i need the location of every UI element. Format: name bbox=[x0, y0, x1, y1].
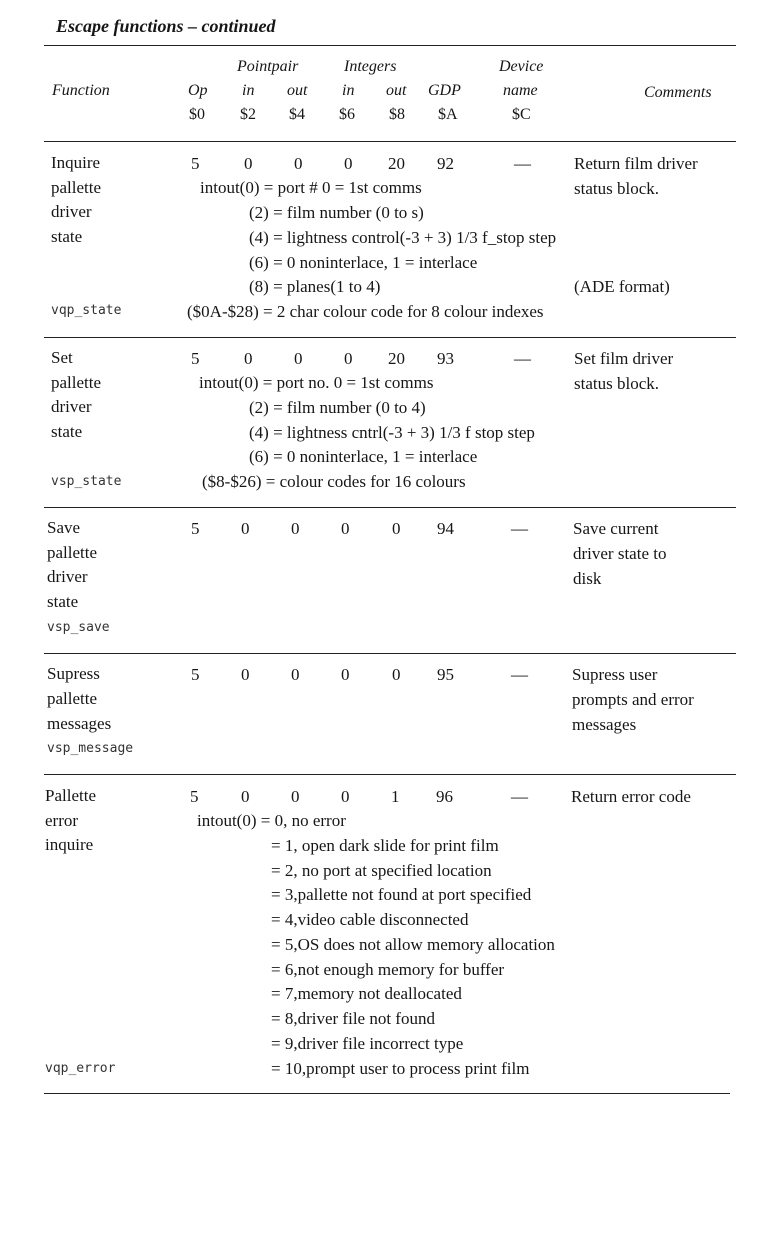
device-name-value: — bbox=[511, 519, 528, 538]
gdp-value: 94 bbox=[437, 519, 454, 538]
header-op: Op bbox=[188, 82, 208, 99]
function-name-line: pallette bbox=[51, 373, 102, 392]
pointpair-in-value: 0 bbox=[241, 665, 250, 684]
comment-line: messages bbox=[572, 715, 637, 734]
detail-line: = 3,pallette not found at port specified bbox=[271, 885, 532, 904]
pointpair-in-value: 0 bbox=[244, 349, 253, 368]
comment-line: Return film driver bbox=[574, 154, 698, 173]
comment-line: (ADE format) bbox=[574, 277, 670, 296]
function-name-line: pallette bbox=[47, 689, 98, 708]
detail-line: (2) = film number (0 to 4) bbox=[249, 398, 426, 417]
function-code: vsp_state bbox=[51, 474, 122, 489]
function-code: vsp_message bbox=[47, 741, 134, 756]
row-divider bbox=[44, 507, 736, 508]
comment-line: Set film driver bbox=[574, 349, 674, 368]
detail-line: (6) = 0 noninterlace, 1 = interlace bbox=[249, 447, 478, 466]
detail-line: ($8-$26) = colour codes for 16 colours bbox=[202, 472, 466, 491]
function-name-line: pallette bbox=[47, 543, 98, 562]
header-function: Function bbox=[52, 82, 110, 99]
header-pointpair: Pointpair bbox=[237, 58, 299, 75]
pointpair-out-value: 0 bbox=[294, 349, 303, 368]
row-divider bbox=[44, 653, 736, 654]
function-name-line: error bbox=[45, 811, 79, 830]
comment-line: Save current bbox=[573, 519, 659, 538]
header-pointpair-in-address: $2 bbox=[240, 106, 256, 123]
op-value: 5 bbox=[191, 154, 200, 173]
function-name-line: driver bbox=[47, 567, 88, 586]
header-gdp-address: $A bbox=[438, 106, 458, 123]
gdp-value: 93 bbox=[437, 349, 454, 368]
comment-line: status block. bbox=[574, 374, 659, 393]
bottom-rule bbox=[44, 1093, 730, 1094]
function-name-line: driver bbox=[51, 202, 92, 221]
detail-line: = 8,driver file not found bbox=[271, 1009, 435, 1028]
pointpair-in-value: 0 bbox=[241, 787, 250, 806]
integers-out-value: 20 bbox=[388, 154, 405, 173]
device-name-value: — bbox=[514, 349, 531, 368]
pointpair-out-value: 0 bbox=[291, 787, 300, 806]
integers-in-value: 0 bbox=[341, 519, 350, 538]
pointpair-out-value: 0 bbox=[291, 665, 300, 684]
detail-line: intout(0) = port no. 0 = 1st comms bbox=[199, 373, 434, 392]
detail-line: (6) = 0 noninterlace, 1 = interlace bbox=[249, 253, 478, 272]
integers-out-value: 1 bbox=[391, 787, 400, 806]
comment-line: disk bbox=[573, 569, 602, 588]
integers-in-value: 0 bbox=[344, 349, 353, 368]
function-name-line: pallette bbox=[51, 178, 102, 197]
detail-line: intout(0) = 0, no error bbox=[197, 811, 346, 830]
integers-in-value: 0 bbox=[341, 787, 350, 806]
gdp-value: 95 bbox=[437, 665, 454, 684]
detail-line: ($0A-$28) = 2 char colour code for 8 colour indexes bbox=[187, 302, 544, 321]
device-name-value: — bbox=[511, 665, 528, 684]
top-rule bbox=[44, 45, 736, 46]
detail-line: = 6,not enough memory for buffer bbox=[271, 960, 505, 979]
detail-line: (4) = lightness cntrl(-3 + 3) 1/3 f stop step bbox=[249, 423, 535, 442]
pointpair-out-value: 0 bbox=[294, 154, 303, 173]
comment-line: Return error code bbox=[571, 787, 691, 806]
pointpair-in-value: 0 bbox=[244, 154, 253, 173]
integers-out-value: 0 bbox=[392, 665, 401, 684]
header-device: Device bbox=[499, 58, 544, 75]
header-integers-in: in bbox=[342, 82, 355, 99]
header-pointpair-out-address: $4 bbox=[289, 106, 305, 123]
row-divider bbox=[44, 774, 736, 775]
comment-line: status block. bbox=[574, 179, 659, 198]
detail-line: = 1, open dark slide for print film bbox=[271, 836, 499, 855]
function-name-line: state bbox=[47, 592, 79, 611]
function-name-line: Supress bbox=[47, 664, 100, 683]
detail-line: = 9,driver file incorrect type bbox=[271, 1034, 464, 1053]
header-integers-out: out bbox=[386, 82, 407, 99]
detail-line: = 5,OS does not allow memory allocation bbox=[271, 935, 555, 954]
op-value: 5 bbox=[190, 787, 199, 806]
header-integers-in-address: $6 bbox=[339, 106, 355, 123]
detail-line: = 2, no port at specified location bbox=[271, 861, 492, 880]
header-pointpair-in: in bbox=[242, 82, 255, 99]
op-value: 5 bbox=[191, 519, 200, 538]
function-name-line: driver bbox=[51, 397, 92, 416]
header-rule bbox=[44, 141, 736, 142]
function-name-line: Inquire bbox=[51, 153, 101, 172]
op-value: 5 bbox=[191, 665, 200, 684]
row-divider bbox=[44, 337, 736, 338]
header-pointpair-out: out bbox=[287, 82, 308, 99]
integers-out-value: 20 bbox=[388, 349, 405, 368]
detail-line: (2) = film number (0 to s) bbox=[249, 203, 424, 222]
device-name-value: — bbox=[511, 787, 528, 806]
header-op-address: $0 bbox=[189, 106, 205, 123]
comment-line: Supress user bbox=[572, 665, 658, 684]
op-value: 5 bbox=[191, 349, 200, 368]
function-name-line: inquire bbox=[45, 835, 94, 854]
function-name-line: messages bbox=[47, 714, 112, 733]
detail-line: = 4,video cable disconnected bbox=[271, 910, 469, 929]
detail-line: (8) = planes(1 to 4) bbox=[249, 277, 381, 296]
comment-line: driver state to bbox=[573, 544, 667, 563]
header-device-name-address: $C bbox=[512, 106, 531, 123]
device-name-value: — bbox=[514, 154, 531, 173]
function-name-line: Set bbox=[51, 348, 73, 367]
pointpair-in-value: 0 bbox=[241, 519, 250, 538]
detail-line: = 10,prompt user to process print film bbox=[271, 1059, 530, 1078]
function-code: vsp_save bbox=[47, 620, 110, 635]
comment-line: prompts and error bbox=[572, 690, 694, 709]
integers-out-value: 0 bbox=[392, 519, 401, 538]
gdp-value: 96 bbox=[436, 787, 453, 806]
function-name-line: Pallette bbox=[45, 786, 96, 805]
function-code: vqp_state bbox=[51, 303, 122, 318]
detail-line: intout(0) = port # 0 = 1st comms bbox=[200, 178, 422, 197]
header-comments: Comments bbox=[644, 84, 712, 101]
header-device-name: name bbox=[503, 82, 538, 99]
pointpair-out-value: 0 bbox=[291, 519, 300, 538]
header-gdp: GDP bbox=[428, 82, 461, 99]
gdp-value: 92 bbox=[437, 154, 454, 173]
function-name-line: state bbox=[51, 227, 83, 246]
integers-in-value: 0 bbox=[344, 154, 353, 173]
detail-line: (4) = lightness control(-3 + 3) 1/3 f_stop step bbox=[249, 228, 557, 247]
function-name-line: Save bbox=[47, 518, 81, 537]
page-title: Escape functions – continued bbox=[56, 16, 276, 36]
function-name-line: state bbox=[51, 422, 83, 441]
detail-line: = 7,memory not deallocated bbox=[271, 984, 462, 1003]
function-code: vqp_error bbox=[45, 1061, 116, 1076]
integers-in-value: 0 bbox=[341, 665, 350, 684]
header-integers: Integers bbox=[344, 58, 397, 75]
header-integers-out-address: $8 bbox=[389, 106, 405, 123]
